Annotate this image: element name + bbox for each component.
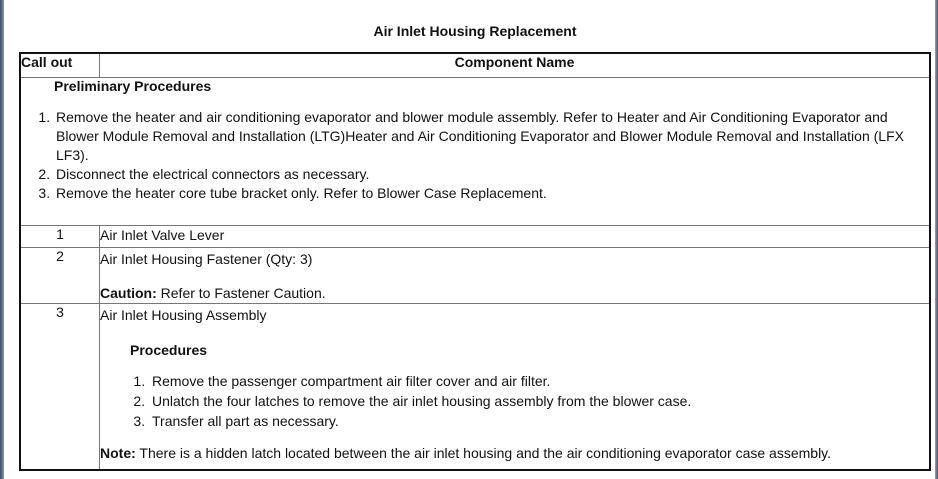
preliminary-heading: Preliminary Procedures xyxy=(54,78,212,94)
note-text: There is a hidden latch located between the air inlet housing and the air conditioning evaporator case assembly. xyxy=(135,445,832,461)
preliminary-procedures xyxy=(20,78,930,226)
procedure-step-2: 2. Unlatch the four latches to remove the air inlet housing assembly from the blower case. xyxy=(149,391,929,411)
preliminary-step-3: 3. Remove the heater core tube bracket only. Refer to Blower Case Replacement. xyxy=(54,184,929,203)
table-row xyxy=(20,304,930,470)
callout-cell: 1 xyxy=(20,226,100,248)
component-name: Air Inlet Housing Fastener (Qty: 3) xyxy=(100,251,313,267)
callout-cell: 3 xyxy=(20,304,100,470)
caution-label: Caution: xyxy=(100,285,157,301)
component-name-cell xyxy=(100,226,931,248)
window-left-edge xyxy=(0,0,4,479)
note-line xyxy=(100,444,929,463)
procedures-heading: Procedures xyxy=(130,342,208,358)
preliminary-steps xyxy=(21,108,929,203)
header-component-name: Component Name xyxy=(100,53,931,78)
document-title: Air Inlet Housing Replacement xyxy=(373,23,577,39)
callout-cell: 2 xyxy=(20,248,100,304)
component-name-cell xyxy=(100,304,931,470)
table-header-row xyxy=(20,53,930,78)
procedure-table xyxy=(19,52,931,471)
note-label: Note: xyxy=(100,445,136,461)
procedure-steps xyxy=(130,371,929,431)
preliminary-step-2: 2. Disconnect the electrical connectors as necessary. xyxy=(54,165,929,184)
preliminary-row xyxy=(20,78,930,226)
caution-text: Refer to Fastener Caution. xyxy=(156,285,326,301)
table-row xyxy=(20,226,930,248)
header-callout: Call out xyxy=(20,53,100,78)
component-name: Air Inlet Valve Lever xyxy=(100,227,225,243)
component-name-cell xyxy=(100,248,931,304)
procedure-step-3: 3. Transfer all part as necessary. xyxy=(149,411,929,431)
table-row xyxy=(20,248,930,304)
procedure-step-1: 1. Remove the passenger compartment air filter cover and air filter. xyxy=(149,371,929,391)
preliminary-step-1: 1. Remove the heater and air conditioning evaporator and blower module assembly. Refer to Heater and Air Conditioning Evaporator and Blower Module Removal and Installation (LTG)Heater and Air Conditioning Evaporator and Blower Module Removal and Installation (LFX LF3). xyxy=(54,108,929,165)
caution-line xyxy=(100,284,929,303)
component-name: Air Inlet Housing Assembly xyxy=(100,307,267,323)
